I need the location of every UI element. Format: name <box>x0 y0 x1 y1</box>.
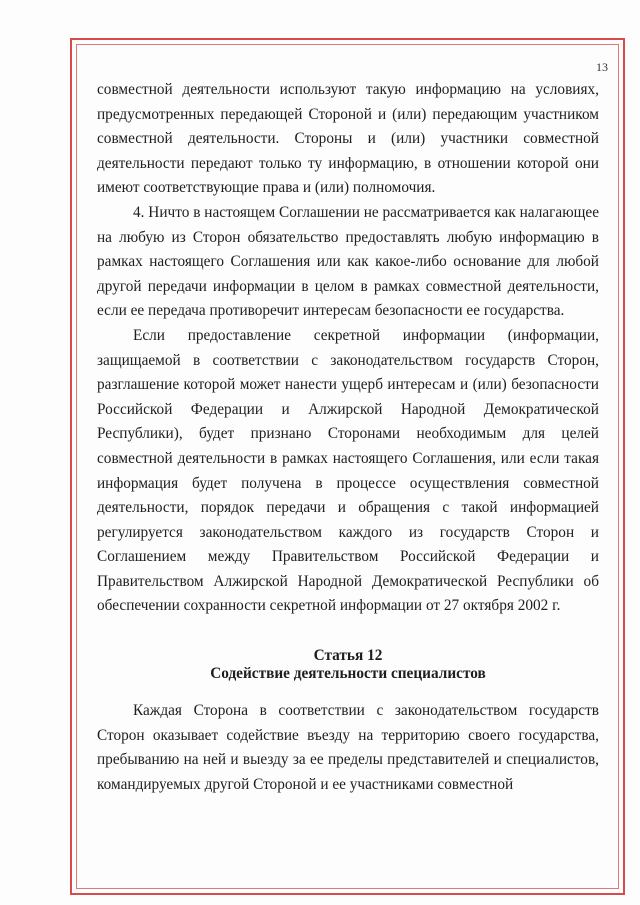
page-number: 13 <box>596 60 608 74</box>
paragraph-item-4: 4. Ничто в настоящем Соглашении не рассматривается как налагающее на любую из Сторон обязательство предоставлять любую информацию в рамках настоящего Соглашения или как какое-либо основание для любой другой передачи информации в целом в рамках совместной деятельности, если ее передача противоречит интересам безопасности ее государства. <box>97 203 599 320</box>
document-body <box>97 78 599 797</box>
article-title: Содействие деятельности специалистов <box>210 665 486 683</box>
article-number: Статья 12 <box>313 647 383 665</box>
article-heading <box>97 647 599 683</box>
paragraph-secret-info: Если предоставление секретной информации (информации, защищаемой в соответствии с законодательством государств Сторон, разглашение которой может нанести ущерб интересам и (или) безопасности Российской Федерации и Алжирской Народной Демократической Республики), будет признано Сторонами необходимым для целей совместной деятельности в рамках настоящего Соглашения, или если такая информация будет получена в процессе осуществления совместной деятельности, порядок передачи и обращения с такой информацией регулируется законодательством каждого из государств Сторон и Соглашением между Правительством Российской Федерации и Правительством Алжирской Народной Демократической Республики об обеспечении сохранности секретной информации от 27 октября 2002 г. <box>97 326 599 615</box>
paragraph-article-12: Каждая Сторона в соответствии с законодательством государств Сторон оказывает содействие въезду на территорию своего государства, пребыванию на ней и выезду за ее пределы представителей и специалистов, командируемых другой Стороной и ее участниками совместной <box>97 702 599 793</box>
paragraph-continuation: совместной деятельности используют такую информацию на условиях, предусмотренных передающей Стороной и (или) передающим участником совместной деятельности. Стороны и (или) участники совместной деятельности передают только ту информацию, в отношении которой они имеют соответствующие права и (или) полномочия. <box>97 81 599 197</box>
